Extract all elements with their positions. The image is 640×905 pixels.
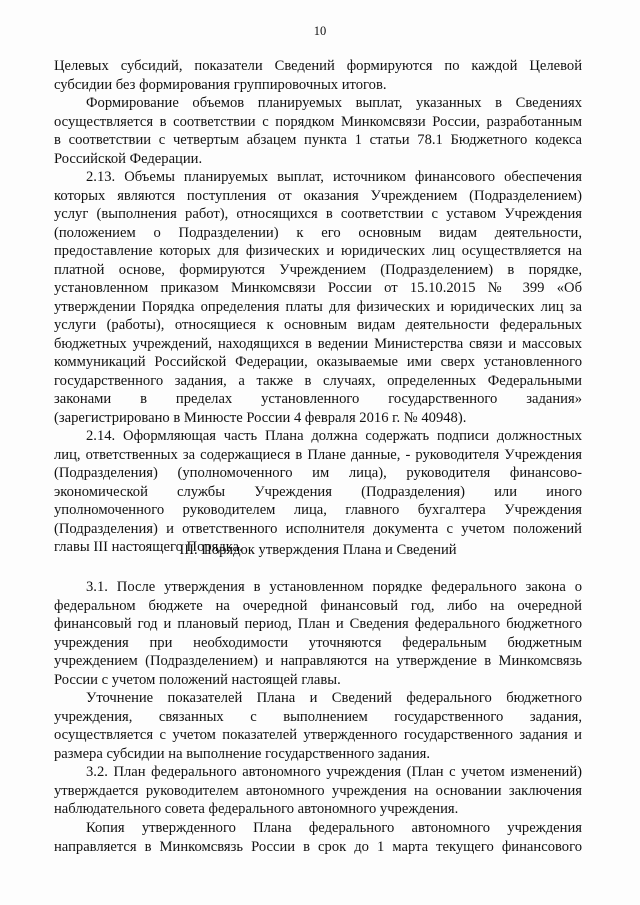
text-line: экономической службы Учреждения (Подразделения) или иного	[54, 483, 582, 500]
text-line: субсидии без формирования группировочных итогов.	[54, 76, 387, 93]
text-line: главы III настоящего Порядка.	[54, 539, 243, 555]
text-line: законами в пределах установленного государственного задания»	[54, 391, 582, 407]
text-line: которых являются поступления от оказания Учреждением (Подразделением)	[54, 187, 582, 204]
text-line: услуги (работы), относящиеся к основным видам деятельности федеральных	[54, 317, 582, 333]
paragraph-2-13	[54, 168, 582, 427]
text-line: коммуникаций Российской Федерации, оказываемые ими сверх установленного	[54, 354, 582, 370]
text-line: в соответствии с четвертым абзацем пункта 1 статьи 78.1 Бюджетного кодекса	[54, 132, 582, 148]
text-line: направляется в Минкомсвязь России в срок до 1 марта текущего финансового	[54, 838, 582, 855]
text-line: услуг (выполнения работ), относящихся в соответствии с уставом Учреждения	[54, 206, 582, 222]
text-line: России с учетом положений настоящей главы.	[54, 671, 341, 688]
text-line: размера субсидии на выполнение государственного задания.	[54, 745, 431, 762]
text-line: 2.13. Объемы планируемых выплат, источником финансового обеспечения	[86, 169, 582, 185]
text-line: (Подразделения) (уполномоченного им лица), руководителя финансово-	[54, 465, 582, 481]
text-line: утверждается руководителем автономного учреждения на основании заключения	[54, 782, 582, 799]
page-number: 10	[313, 24, 327, 38]
text-line: государственного задания, а также в случаях, определенных Федеральными	[54, 372, 582, 389]
text-line: утверждении Порядка определения платы для физических и юридических лиц за	[54, 298, 582, 315]
text-line: федеральном бюджете на очередной финансовый год, либо на очередной	[54, 597, 582, 614]
text-line: (зарегистрировано в Минюсте России 4 февраля 2016 г. № 40948).	[54, 409, 467, 426]
text-line: наблюдательного совета федерального автономного учреждения.	[54, 801, 459, 817]
paragraph-1	[54, 57, 582, 94]
paragraph-2-14	[54, 427, 582, 557]
text-line: 3.2. План федерального автономного учреждения (План с учетом изменений)	[86, 764, 582, 780]
paragraph-copy	[54, 819, 582, 856]
text-line: бюджетных учреждений, находящихся в ведении Министерства связи и массовых	[54, 335, 582, 352]
text-line: финансовый год и плановый период, План и Сведения федерального бюджетного	[54, 616, 582, 632]
paragraph-3-1	[54, 578, 582, 689]
text-line: осуществляется с учетом показателей утвержденного государственного задания и	[54, 727, 582, 743]
text-line: учреждения, связанных с выполнением государственного задания,	[54, 708, 582, 725]
text-line: осуществляется в соответствии с порядком Минкомсвязи России, разработанным	[54, 113, 582, 130]
text-line: уполномоченного руководителем лица, главного бухгалтера Учреждения	[54, 502, 582, 518]
section-heading: III. Порядок утверждения Плана и Сведений	[179, 542, 457, 558]
text-line: установленном приказом Минкомсвязи России от 15.10.2015 № 399 «Об	[54, 280, 582, 296]
text-line: платной основе, формируются Учреждением (Подразделением) в порядке,	[54, 261, 582, 278]
text-line: учреждением (Подразделением) и направляются на утверждение в Минкомсвязь	[54, 653, 582, 669]
paragraph-3-2	[54, 763, 582, 819]
text-line: Формирование объемов планируемых выплат, указанных в Сведениях	[86, 95, 582, 111]
text-line: 2.14. Оформляющая часть Плана должна содержать подписи должностных	[86, 428, 582, 444]
text-line: 3.1. После утверждения в установленном порядке федерального закона о	[86, 579, 582, 595]
text-line: Уточнение показателей Плана и Сведений федерального бюджетного	[86, 690, 582, 706]
paragraph-clarification	[54, 689, 582, 763]
text-line: (Подразделения) и ответственного исполнителя документа с учетом положений	[54, 520, 582, 537]
text-line: лиц, ответственных за содержащиеся в Плане данные, - руководителя Учреждения	[54, 446, 582, 463]
text-line: Российской Федерации.	[54, 150, 203, 167]
text-line: учреждения при необходимости уточняются федеральным бюджетным	[54, 634, 582, 651]
text-line: Целевых субсидий, показатели Сведений формируются по каждой Целевой	[54, 58, 582, 74]
text-line: предоставление которых для физических и юридических лиц осуществляется на	[54, 243, 582, 259]
paragraph-2	[54, 94, 582, 168]
text-line: (положением о Подразделении) к его основным видам деятельности,	[54, 224, 582, 241]
text-line: Копия утвержденного Плана федерального автономного учреждения	[86, 820, 582, 836]
